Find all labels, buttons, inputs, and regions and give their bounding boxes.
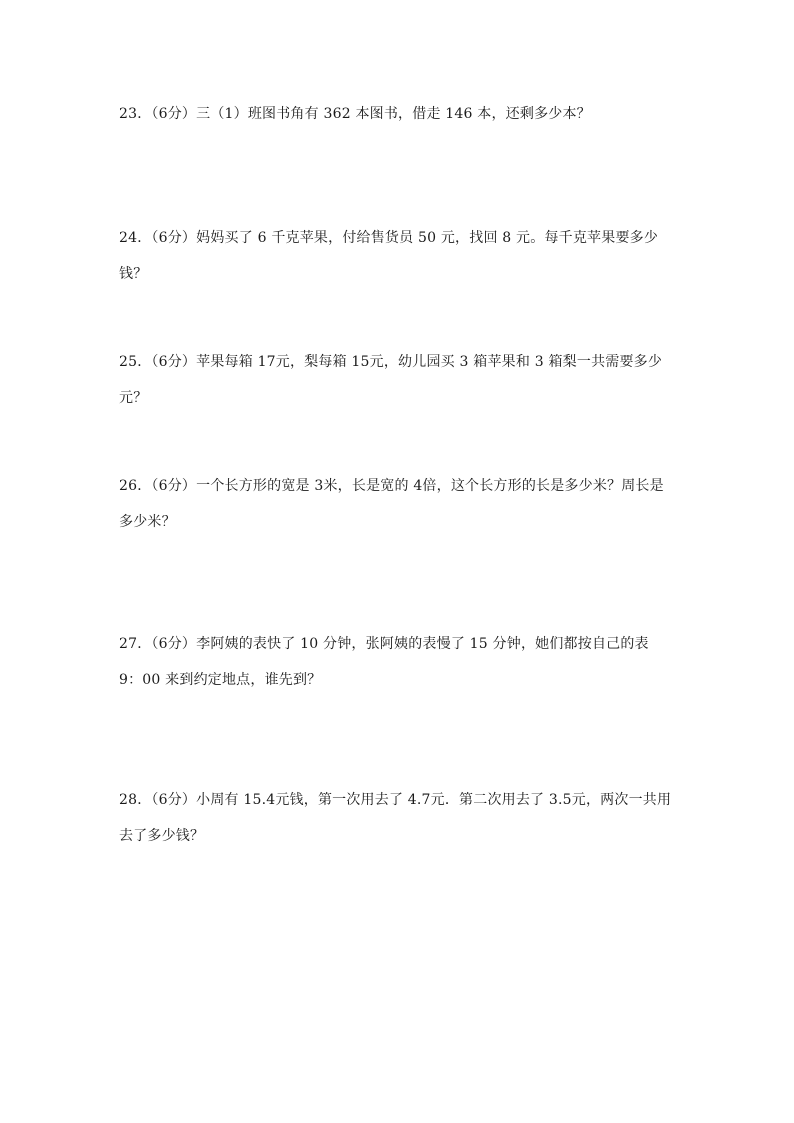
question-26: 26．（6分）一个长方形的宽是 3米，长是宽的 4倍，这个长方形的长是多少米？周长是多少米？ [119,478,664,530]
question-25: 25．（6分）苹果每箱 17元，梨每箱 15元，幼儿园买 3 箱苹果和 3 箱梨一共需要多少元？ [119,354,663,406]
question-27: 27．（6分）李阿姨的表快了 10 分钟，张阿姨的表慢了 15 分钟，她们都按自己的表 9：00 来到约定地点，谁先到？ [119,636,649,688]
question-28: 28．（6分）小周有 15.4元钱，第一次用去了 4.7元．第二次用去了 3.5元，两次一共用去了多少钱？ [119,792,672,844]
question-23: 23．（6分）三（1）班图书角有 362 本图书，借走 146 本，还剩多少本？ [119,106,591,122]
question-24: 24．（6分）妈妈买了 6 千克苹果，付给售货员 50 元，找回 8 元。每千克苹果要多少钱？ [119,230,659,282]
